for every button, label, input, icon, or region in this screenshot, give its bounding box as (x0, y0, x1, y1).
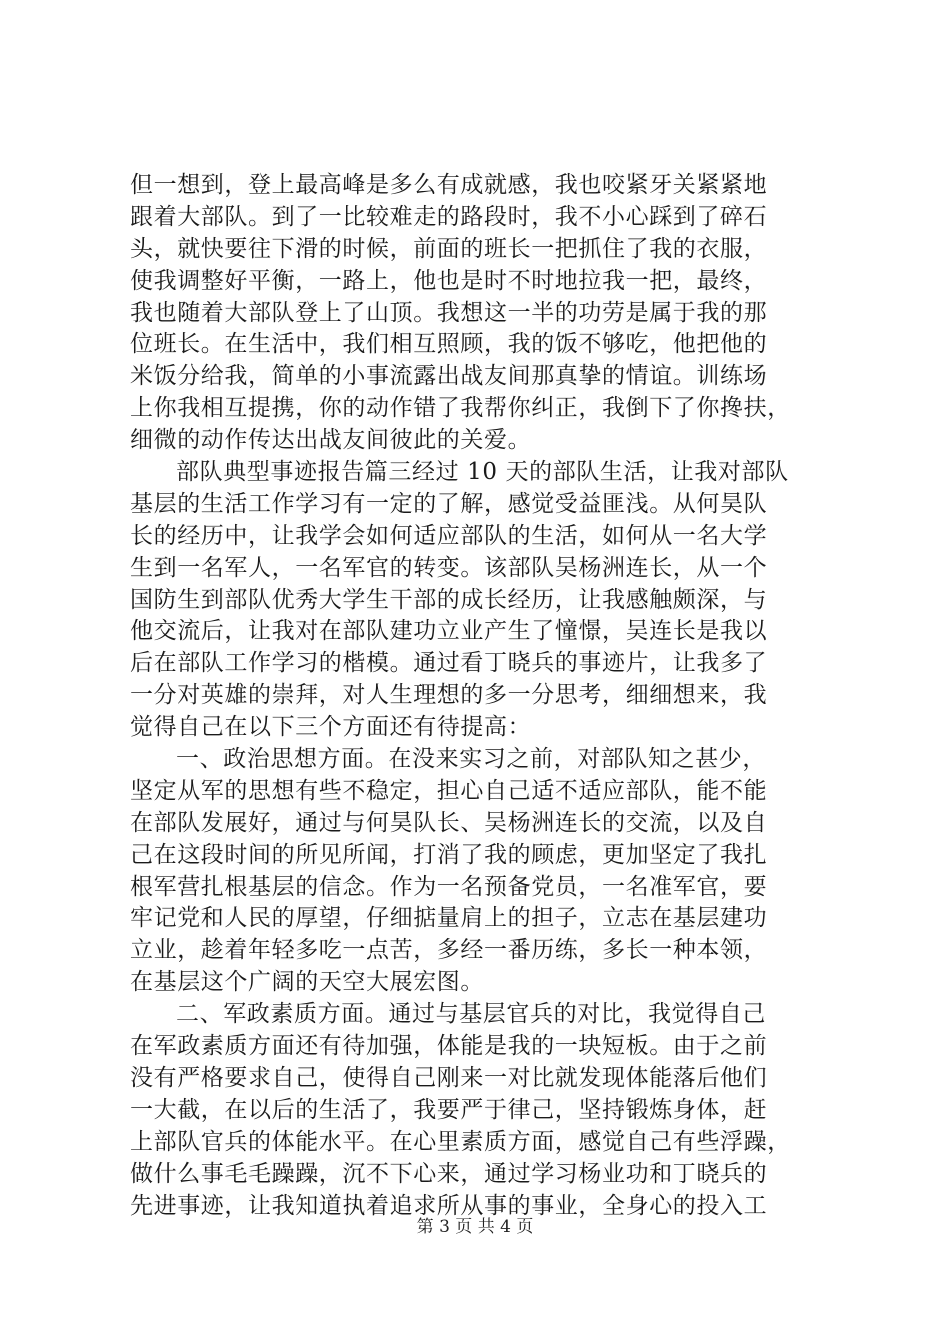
text-line: 我也随着大部队登上了山顶。我想这一半的功劳是属于我的那 (130, 299, 768, 326)
text-line: 跟着大部队。到了一比较难走的路段时，我不小心踩到了碎石 (130, 203, 768, 230)
text-line: 上你我相互提携，你的动作错了我帮你纠正，我倒下了你搀扶， (130, 395, 791, 422)
text-line: 在部队发展好，通过与何昊队长、吴杨洲连长的交流，以及自 (130, 809, 768, 836)
text-line: 在军政素质方面还有待加强，体能是我的一块短板。由于之前 (130, 1033, 768, 1060)
text-line: 但一想到，登上最高峰是多么有成就感，我也咬紧牙关紧紧地 (130, 172, 768, 198)
text-line: 细微的动作传达出战友间彼此的关爱。 (130, 427, 532, 454)
text-line: 二、军政素质方面。通过与基层官兵的对比，我觉得自己 (176, 1001, 766, 1028)
text-line: 长的经历中，让我学会如何适应部队的生活，如何从一名大学 (130, 522, 768, 549)
text-line: 后在部队工作学习的楷模。通过看丁晓兵的事迹片，让我多了 (130, 650, 768, 677)
text-line: 没有严格要求自己，使得自己刚来一对比就发现体能落后他们 (130, 1064, 768, 1091)
text-line: 先进事迹，让我知道执着追求所从事的事业，全身心的投入工 (130, 1192, 768, 1219)
text-line: 上部队官兵的体能水平。在心里素质方面，感觉自己有些浮躁， (130, 1128, 791, 1155)
text-line: 生到一名军人，一名军官的转变。该部队吴杨洲连长，从一个 (130, 554, 768, 581)
text-line: 做什么事毛毛躁躁，沉不下心来，通过学习杨业功和丁晓兵的 (130, 1160, 768, 1187)
text-line: 根军营扎根基层的信念。作为一名预备党员，一名准军官，要 (130, 873, 768, 900)
body-text (130, 170, 830, 1222)
text-line: 一分对英雄的崇拜，对人生理想的多一分思考，细细想来，我 (130, 682, 768, 709)
text-line: 觉得自己在以下三个方面还有待提高： (130, 714, 532, 741)
page-number-footer: 第 3 页 共 4 页 (416, 1217, 534, 1237)
text-line: 头，就快要往下滑的时候，前面的班长一把抓住了我的衣服， (130, 235, 768, 262)
text-line: 己在这段时间的所见所闻，打消了我的顾虑，更加坚定了我扎 (130, 841, 768, 868)
text-line: 一大截，在以后的生活了，我要严于律己，坚持锻炼身体，赶 (130, 1096, 768, 1123)
text-line: 部队典型事迹报告篇三经过 10 天的部队生活，让我对部队 (176, 459, 789, 486)
text-line: 立业，趁着年轻多吃一点苦，多经一番历练，多长一种本领， (130, 937, 768, 964)
text-line: 米饭分给我，简单的小事流露出战友间那真挚的情谊。训练场 (130, 363, 768, 390)
text-line: 使我调整好平衡，一路上，他也是时不时地拉我一把，最终， (130, 267, 768, 294)
text-line: 坚定从军的思想有些不稳定，担心自己适不适应部队，能不能 (130, 777, 768, 804)
text-line: 在基层这个广阔的天空大展宏图。 (130, 969, 484, 996)
text-line: 他交流后，让我对在部队建功立业产生了憧憬，吴连长是我以 (130, 618, 768, 645)
text-line: 一、政治思想方面。在没来实习之前，对部队知之甚少， (176, 746, 766, 773)
text-line: 位班长。在生活中，我们相互照顾，我的饭不够吃，他把他的 (130, 331, 768, 358)
text-line: 国防生到部队优秀大学生干部的成长经历，让我感触颇深，与 (130, 586, 768, 613)
text-line: 基层的生活工作学习有一定的了解，感觉受益匪浅。从何昊队 (130, 490, 768, 517)
text-line: 牢记党和人民的厚望，仔细掂量肩上的担子，立志在基层建功 (130, 905, 768, 932)
